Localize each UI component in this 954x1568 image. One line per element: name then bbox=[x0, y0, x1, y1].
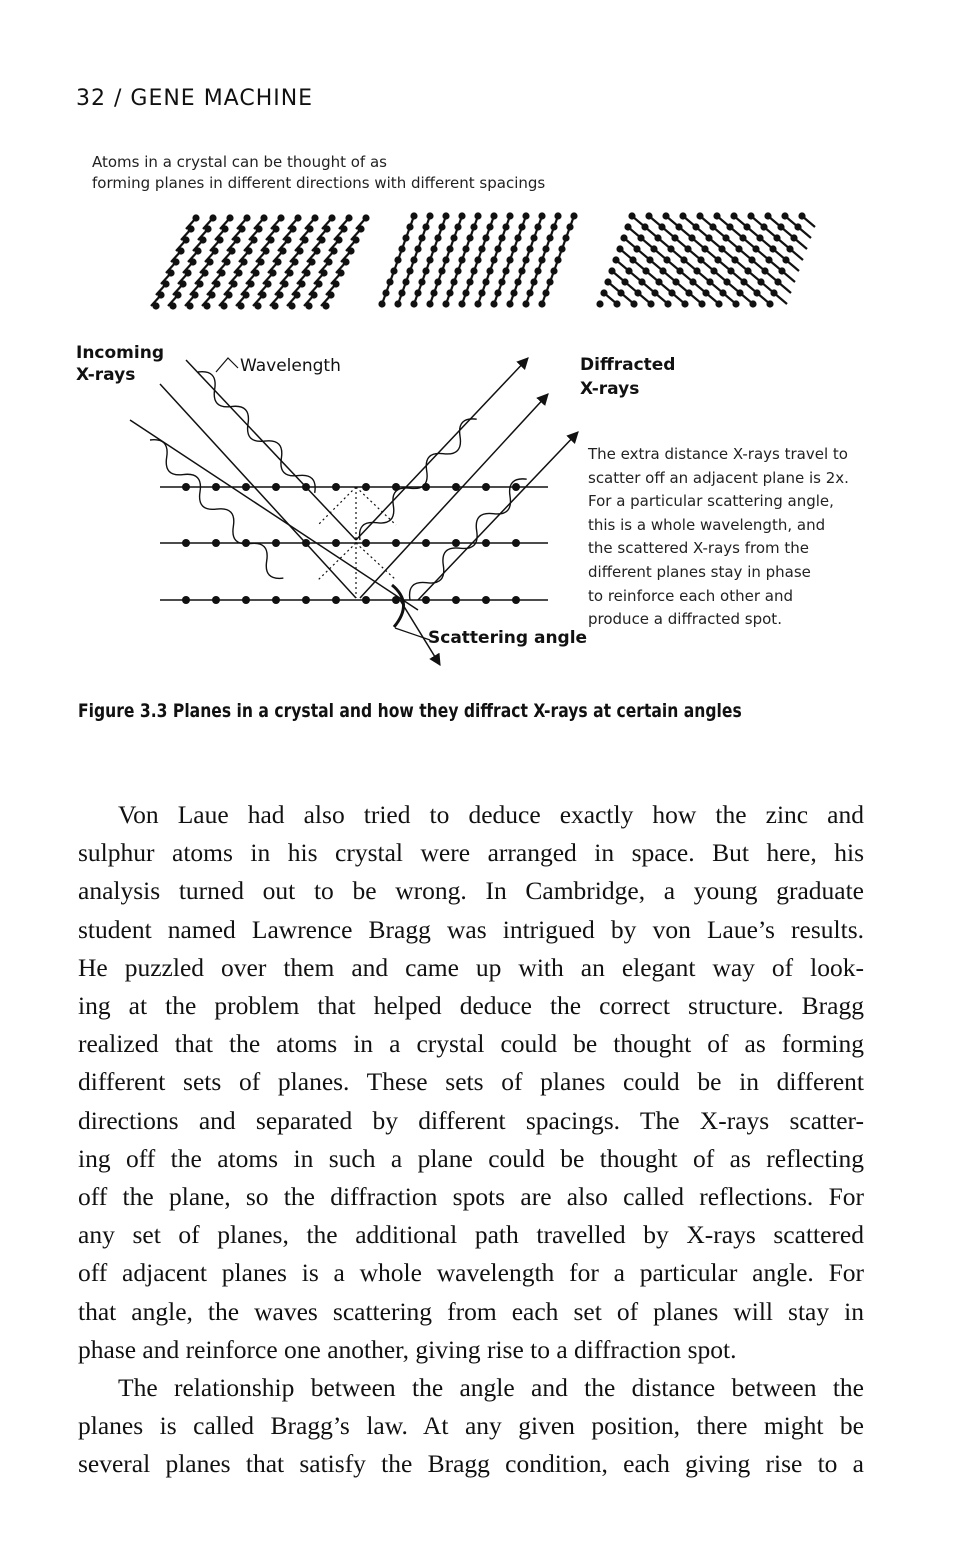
text-line: several planes that satisfy the Bragg condition, each giving rise to a bbox=[78, 1449, 864, 1479]
text-line: any set of planes, the additional path travelled by X-rays scattered bbox=[78, 1220, 864, 1250]
plane-segment bbox=[798, 227, 811, 238]
figure-note-line: different planes stay in phase bbox=[588, 562, 811, 581]
plane-atom bbox=[422, 539, 430, 547]
wavelength-label: Wavelength bbox=[240, 356, 341, 376]
figure-intro bbox=[92, 152, 632, 194]
plane-atom bbox=[482, 539, 490, 547]
plane-segment bbox=[774, 293, 787, 304]
atom bbox=[732, 300, 739, 307]
running-head: 32 / GENE MACHINE bbox=[76, 86, 314, 111]
plane-atom bbox=[482, 483, 490, 491]
text-line: directions and separated by different spacings. The X-rays scatter- bbox=[78, 1105, 864, 1135]
plane-segment bbox=[786, 260, 799, 271]
text-line: off adjacent planes is a whole wavelength for a particular angle. For bbox=[78, 1258, 864, 1288]
atom bbox=[203, 302, 210, 309]
plane-atom bbox=[272, 483, 280, 491]
plane-atom bbox=[242, 483, 250, 491]
figure-note-line: to reinforce each other and bbox=[588, 586, 793, 605]
figure-note-line: the scattered X-rays from the bbox=[588, 539, 810, 558]
atom bbox=[698, 300, 705, 307]
figure-note-line: The extra distance X-rays travel to bbox=[588, 445, 848, 463]
atom bbox=[715, 300, 722, 307]
text-line: ing off the atoms in such a plane could be thought of as reflecting bbox=[78, 1143, 864, 1173]
plane-atom bbox=[302, 596, 310, 604]
atom bbox=[254, 302, 261, 309]
figure-note-line: produce a diffracted spot. bbox=[588, 610, 782, 629]
text-line: phase and reinforce one another, giving rise to a diffraction spot. bbox=[78, 1334, 737, 1364]
atom bbox=[410, 300, 417, 307]
atom bbox=[664, 300, 671, 307]
plane-atom bbox=[212, 539, 220, 547]
atom bbox=[538, 300, 545, 307]
plane-segment bbox=[782, 271, 795, 282]
plane-atom bbox=[212, 596, 220, 604]
plane-atom bbox=[272, 539, 280, 547]
atom bbox=[681, 300, 688, 307]
body-text bbox=[78, 796, 864, 1484]
plane-atom bbox=[212, 483, 220, 491]
atom bbox=[490, 300, 497, 307]
paragraph bbox=[78, 1369, 864, 1484]
paragraph bbox=[78, 796, 864, 1369]
atom bbox=[647, 300, 654, 307]
atom bbox=[271, 302, 278, 309]
figure-note bbox=[588, 443, 878, 632]
plane-atom bbox=[422, 596, 430, 604]
plane-atom bbox=[392, 539, 400, 547]
plane-atom bbox=[452, 539, 460, 547]
incoming-label-line1: Incoming bbox=[76, 343, 164, 363]
diffracted-label-line2: X-rays bbox=[580, 379, 640, 399]
plane-atom bbox=[272, 596, 280, 604]
plane-segment bbox=[778, 282, 791, 293]
atom bbox=[766, 300, 773, 307]
plane-atom bbox=[362, 483, 370, 491]
plane-atom bbox=[182, 483, 190, 491]
scattering-angle-label: Scattering angle bbox=[428, 628, 588, 648]
atom bbox=[630, 300, 637, 307]
text-line: He puzzled over them and came up with an elegant way of look- bbox=[78, 952, 864, 982]
text-line: planes is called Bragg’s law. At any given position, there might be bbox=[78, 1411, 864, 1441]
figure-intro-line: Atoms in a crystal can be thought of as bbox=[92, 153, 387, 171]
atom bbox=[474, 300, 481, 307]
atom bbox=[613, 300, 620, 307]
atom bbox=[378, 300, 385, 307]
diffracted-label-line1: Diffracted bbox=[580, 355, 676, 375]
atom bbox=[426, 300, 433, 307]
plane-segment bbox=[802, 216, 815, 227]
plane-atom bbox=[362, 539, 370, 547]
plane-atom bbox=[422, 483, 430, 491]
crystal-planes-panel-middle bbox=[378, 212, 577, 307]
text-line: analysis turned out to be wrong. In Cambridge, a young graduate bbox=[78, 876, 864, 906]
atom bbox=[749, 300, 756, 307]
atom bbox=[442, 300, 449, 307]
scattering-angle-arc bbox=[392, 585, 404, 627]
figure-note-line: scatter off an adjacent plane is 2x. bbox=[588, 468, 849, 487]
atom bbox=[169, 302, 176, 309]
text-line: off the plane, so the diffraction spots are also called reflections. For bbox=[78, 1182, 864, 1212]
plane-segment bbox=[790, 249, 803, 260]
atom bbox=[322, 302, 329, 309]
plane-atom bbox=[182, 539, 190, 547]
plane-atom bbox=[242, 596, 250, 604]
crystal-planes-panel-left bbox=[151, 214, 370, 309]
text-line: different sets of planes. These sets of planes could be in different bbox=[78, 1067, 864, 1097]
plane-atom bbox=[182, 596, 190, 604]
plane-atom bbox=[512, 596, 520, 604]
crystal-planes-panel-right bbox=[596, 212, 815, 307]
plane-atom bbox=[332, 483, 340, 491]
text-line: that angle, the waves scattering from each set of planes will stay in bbox=[78, 1296, 864, 1326]
angle-pointer bbox=[395, 628, 430, 640]
diffracted-rays bbox=[356, 358, 578, 600]
text-line: realized that the atoms in a crystal could be thought of as forming bbox=[78, 1029, 864, 1059]
plane-atom bbox=[332, 596, 340, 604]
text-line: Von Laue had also tried to deduce exactly how the zinc and bbox=[118, 800, 864, 829]
atom bbox=[237, 302, 244, 309]
wavelength-bracket bbox=[216, 358, 238, 372]
atom bbox=[220, 302, 227, 309]
text-line: sulphur atoms in his crystal were arranged in space. But here, his bbox=[78, 838, 864, 868]
plane-atom bbox=[482, 596, 490, 604]
atom bbox=[458, 300, 465, 307]
atom bbox=[152, 302, 159, 309]
atom bbox=[394, 300, 401, 307]
incoming-label-line2: X-rays bbox=[76, 365, 136, 385]
atom bbox=[506, 300, 513, 307]
atom bbox=[288, 302, 295, 309]
atom bbox=[186, 302, 193, 309]
figure-intro-line: forming planes in different directions with different spacings bbox=[92, 174, 546, 192]
atom bbox=[596, 300, 603, 307]
atom bbox=[522, 300, 529, 307]
plane-atom bbox=[512, 483, 520, 491]
plane-atom bbox=[452, 596, 460, 604]
plane-atom bbox=[362, 596, 370, 604]
text-line: student named Lawrence Bragg was intrigued by von Laue’s results. bbox=[78, 914, 864, 944]
text-line: ing at the problem that helped deduce the correct structure. Bragg bbox=[78, 991, 864, 1021]
figure-note-line: For a particular scattering angle, bbox=[588, 492, 834, 511]
plane-atom bbox=[242, 539, 250, 547]
plane-segment bbox=[794, 238, 807, 249]
figure-caption: Figure 3.3 Planes in a crystal and how they diffract X-rays at certain angles bbox=[78, 700, 742, 722]
plane-atom bbox=[512, 539, 520, 547]
plane-atom bbox=[332, 539, 340, 547]
text-line: The relationship between the angle and the distance between the bbox=[118, 1373, 864, 1403]
figure-note-line: this is a whole wavelength, and bbox=[588, 515, 826, 534]
atom bbox=[305, 302, 312, 309]
